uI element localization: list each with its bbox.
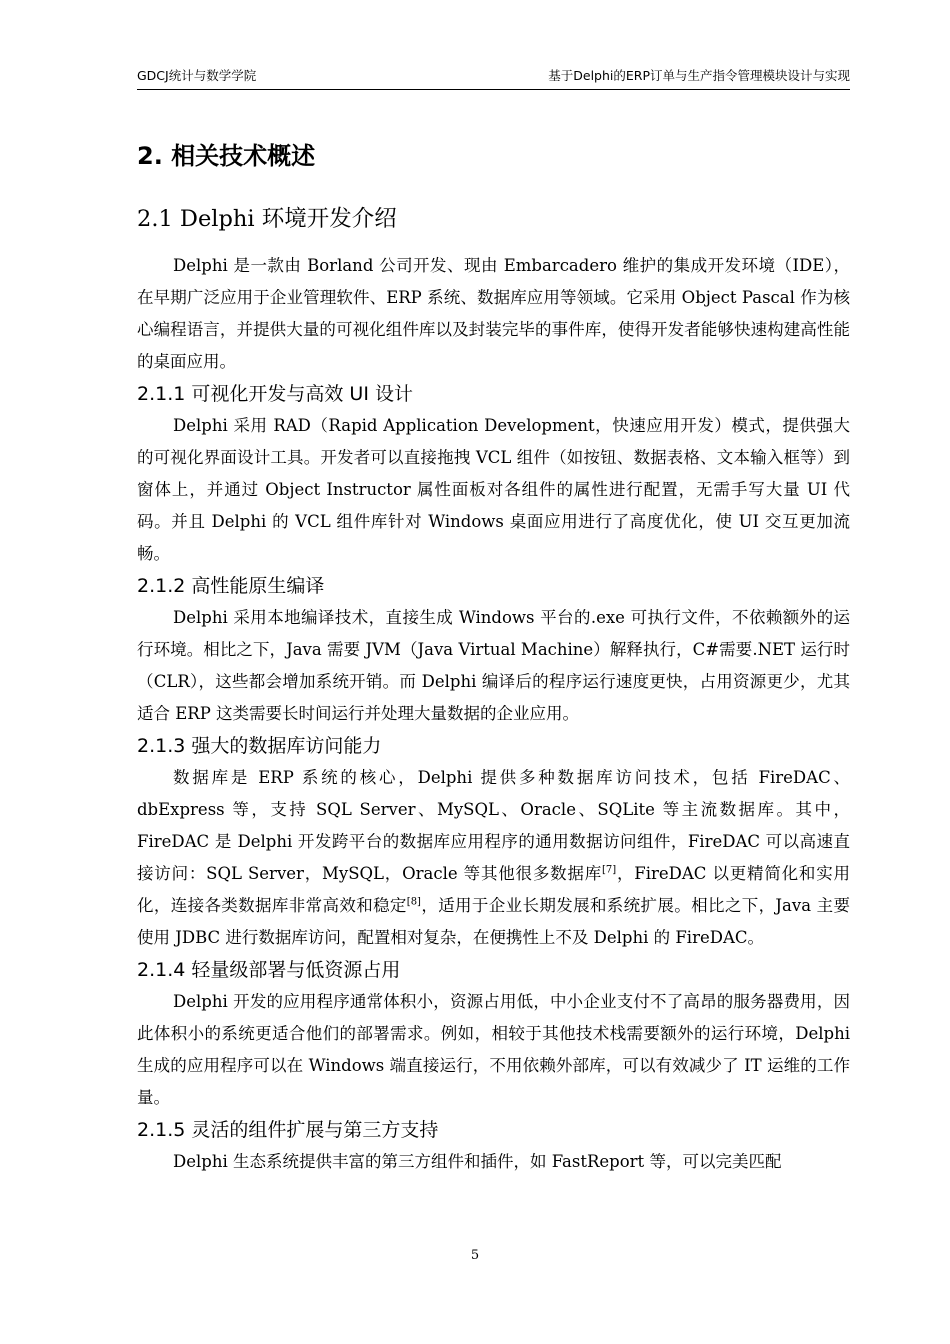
subsection-title-2-1-4: 2.1.4 轻量级部署与低资源占用 — [137, 959, 401, 981]
subsection-paragraph-2-1-2: Delphi 采用本地编译技术，直接生成 Windows 平台的.exe 可执行文件，不依赖额外的运行环境。相比之下，Java 需要 JVM（Java Virtual Machine）解释执行，C#需要.NET 运行时（CLR），这些都会增加系统开销。而 Delphi 编译后的程序运行速度更快，占用资源更少，尤其适合 ERP 这类需要长时间运行并处理大量数据的企业应用。 — [137, 608, 850, 723]
paragraph-text-part-b: ，FireDAC 以更精简化和实用化，连接各类数据库非常高效和稳定 — [137, 864, 850, 915]
subsection-paragraph-2-1-3 — [137, 762, 850, 954]
subsection-title-2-1-2: 2.1.2 高性能原生编译 — [137, 575, 325, 597]
subsection-title-2-1-3: 2.1.3 强大的数据库访问能力 — [137, 735, 382, 757]
citation-7: [7] — [602, 864, 617, 876]
subsection-paragraph-2-1-4: Delphi 开发的应用程序通常体积小，资源占用低，中小企业支付不了高昂的服务器费用，因此体积小的系统更适合他们的部署需求。例如，相较于其他技术栈需要额外的运行环境，Delphi 生成的应用程序可以在 Windows 端直接运行，不用依赖外部库，可以有效减少了 IT 运维的工作量。 — [137, 992, 850, 1107]
paragraph-text-part-c: ，适用于企业长期发展和系统扩展。相比之下，Java 主要使用 JDBC 进行数据库访问，配置相对复杂，在便携性上不及 Delphi 的 FireDAC。 — [137, 896, 851, 947]
section-title: 2.1 Delphi 环境开发介绍 — [137, 206, 397, 232]
page-number: 5 — [470, 1248, 480, 1263]
paragraph-text-part-a: 数据库是 ERP 系统的核心，Delphi 提供多种数据库访问技术，包括 FireDAC、dbExpress 等，支持 SQL Server、MySQL、Oracle、SQLite 等主流数据库。其中，FireDAC 是 Delphi 开发跨平台的数据库应用程序的通用数据访问组件，FireDAC 可以高速直接访问：SQL Server，MySQL，Oracle 等其他很多数据库 — [137, 768, 850, 883]
page-header — [137, 66, 850, 86]
header-left: GDCJ统计与数学学院 — [137, 68, 257, 83]
header-right: 基于Delphi的ERP订单与生产指令管理模块设计与实现 — [548, 68, 850, 83]
header-divider — [137, 89, 850, 90]
subsection-title-2-1-5: 2.1.5 灵活的组件扩展与第三方支持 — [137, 1119, 439, 1141]
subsection-paragraph-2-1-5: Delphi 生态系统提供丰富的第三方组件和插件，如 FastReport 等，可以完美匹配 — [173, 1152, 782, 1171]
citation-8: [8] — [406, 896, 421, 908]
chapter-title: 2. 相关技术概述 — [137, 142, 316, 170]
subsection-title-2-1-1: 2.1.1 可视化开发与高效 UI 设计 — [137, 383, 413, 405]
subsection-paragraph-2-1-1: Delphi 采用 RAD（Rapid Application Development，快速应用开发）模式，提供强大的可视化界面设计工具。开发者可以直接拖拽 VCL 组件（如按钮、数据表格、文本输入框等）到窗体上，并通过 Object Instructor 属性面板对各组件的属性进行配置，无需手写大量 UI 代码。并且 Delphi 的 VCL 组件库针对 Windows 桌面应用进行了高度优化，使 UI 交互更加流畅。 — [137, 416, 850, 563]
section-intro-paragraph: Delphi 是一款由 Borland 公司开发、现由 Embarcadero 维护的集成开发环境（IDE），在早期广泛应用于企业管理软件、ERP 系统、数据库应用等领域。它采用 Object Pascal 作为核心编程语言，并提供大量的可视化组件库以及封装完毕的事件库，使得开发者能够快速构建高性能的桌面应用。 — [137, 256, 850, 371]
page-body — [137, 138, 850, 1178]
